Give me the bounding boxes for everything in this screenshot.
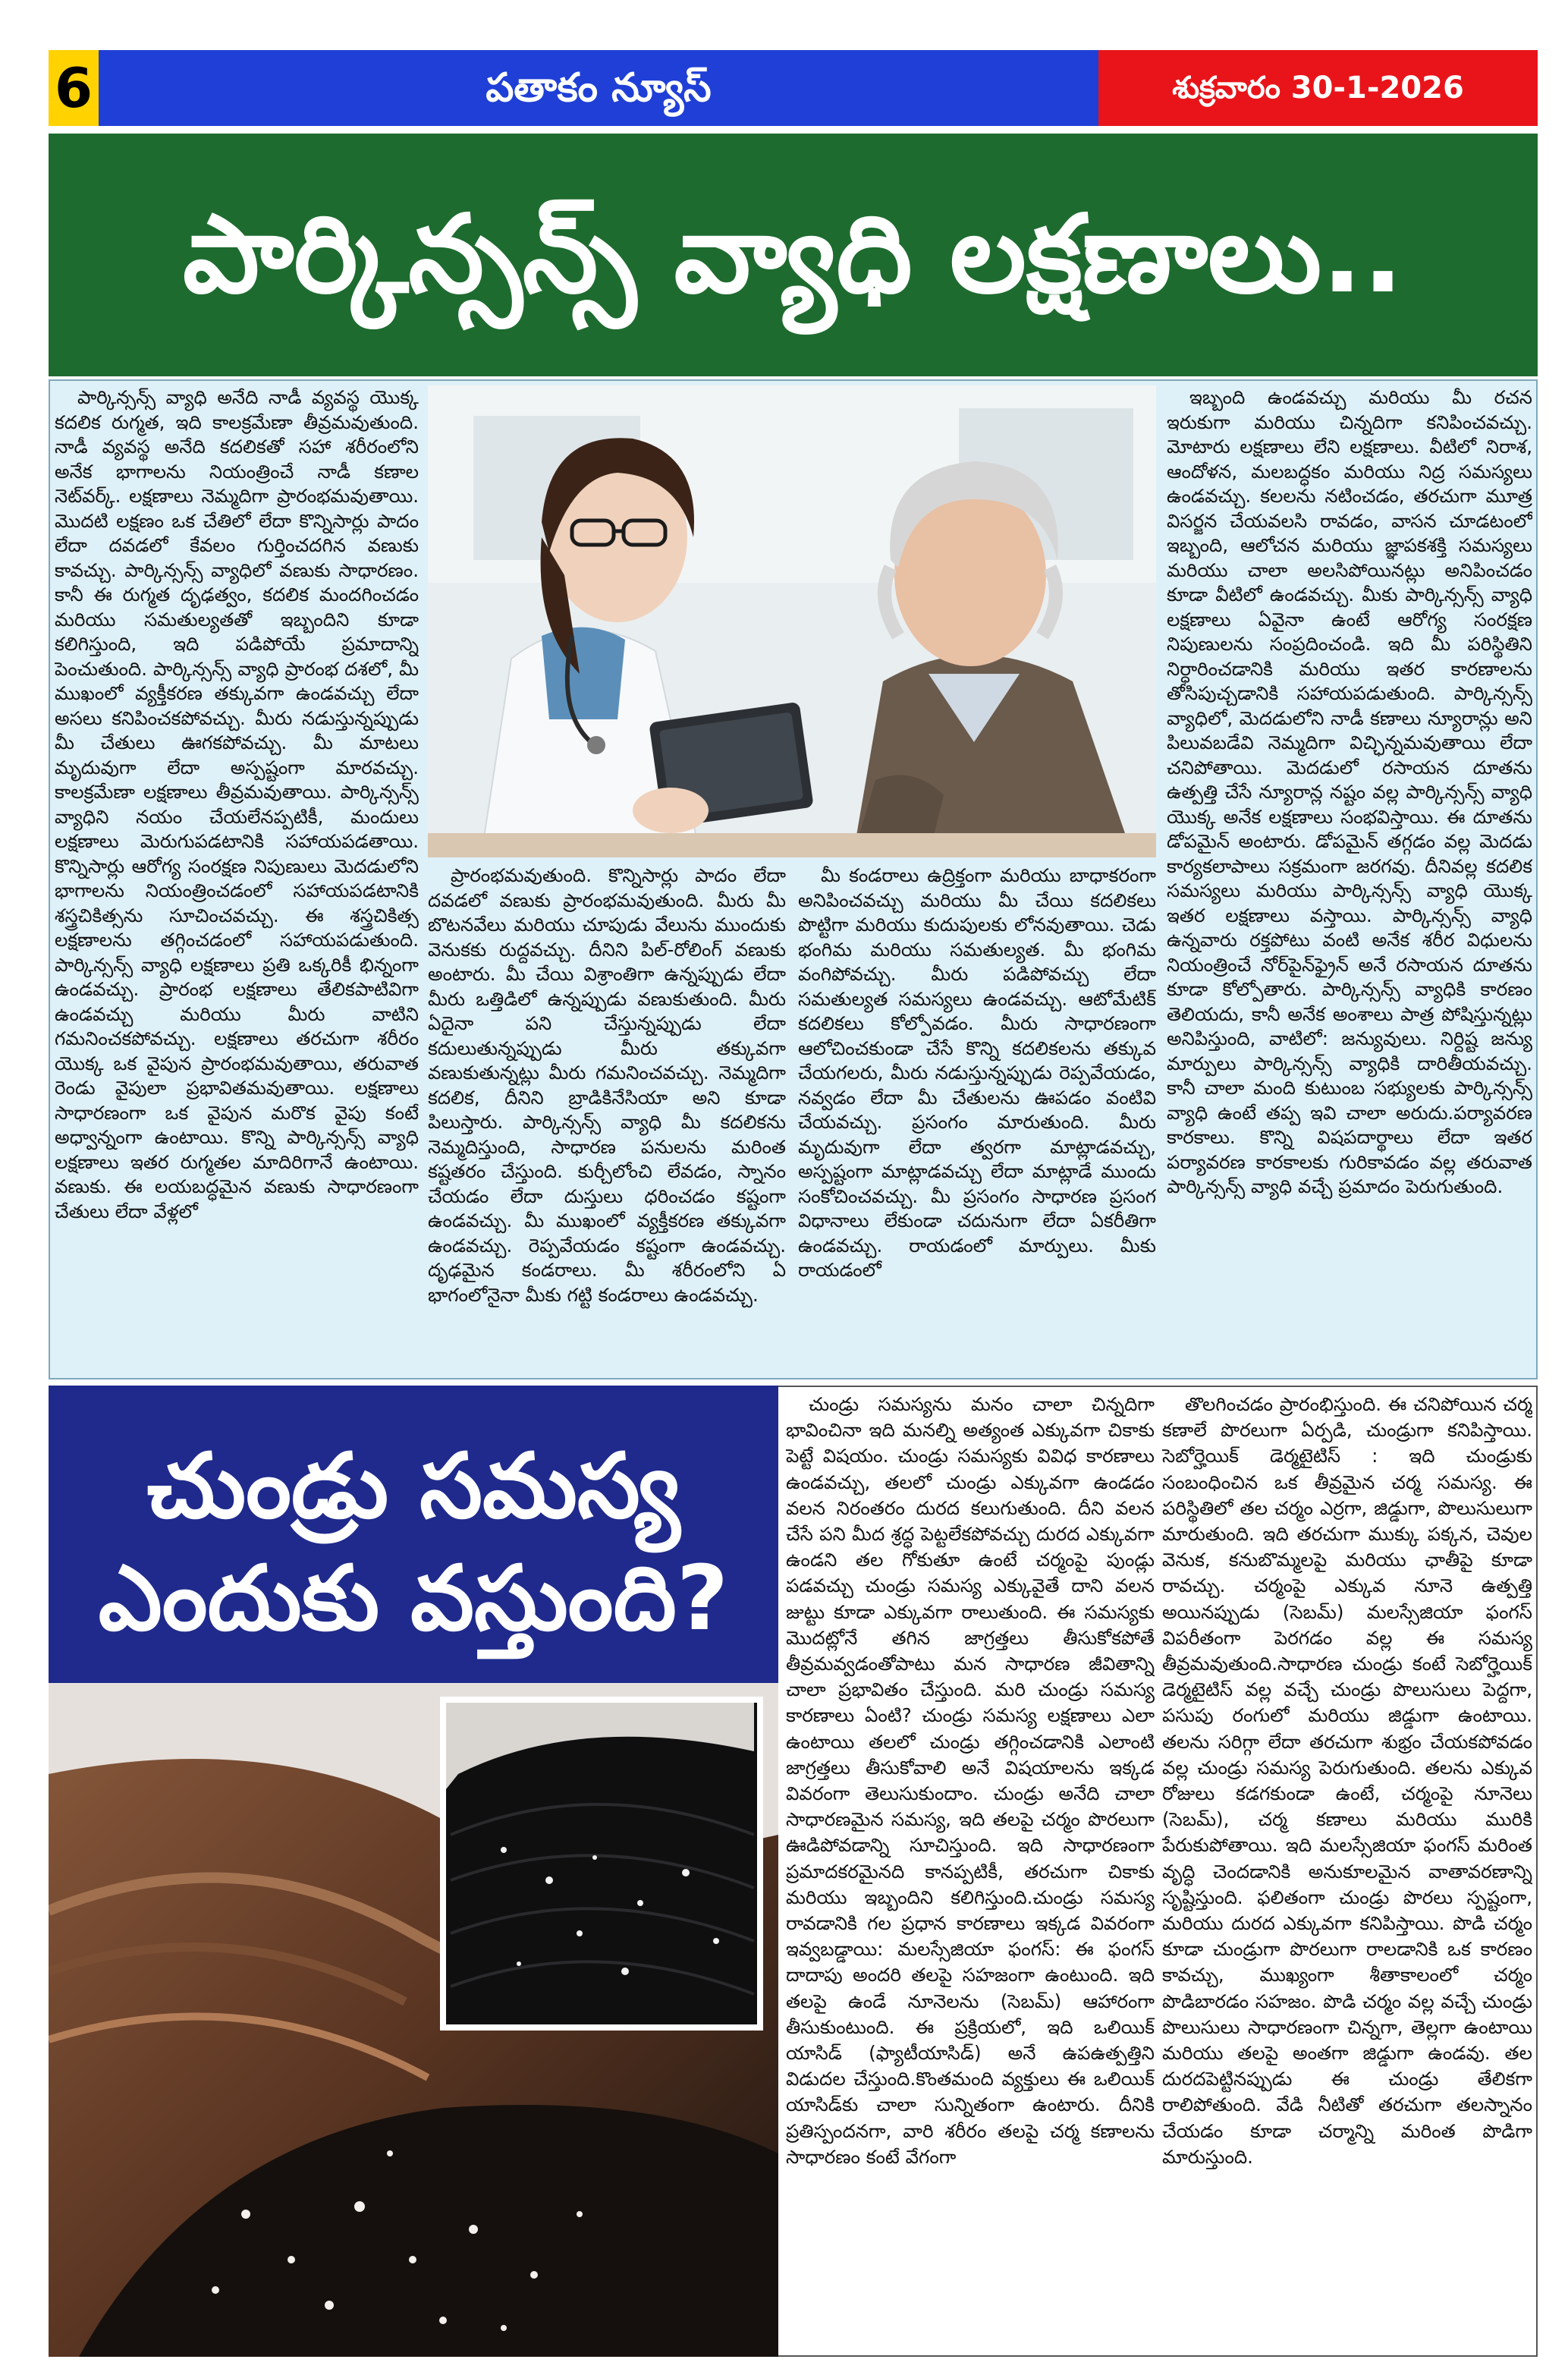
parkinsons-column-4 <box>1167 385 1532 1373</box>
parkinsons-col1-text: పార్కిన్సన్స్ వ్యాధి అనేది నాడీ వ్యవస్థ యొక్క కదలిక రుగ్మత, ఇది కాలక్రమేణా తీవ్రమవుతుంది. నాడీ వ్యవస్థ అనేది కదలికతో సహా శరీరంలోని అనేక భాగాలను నియంత్రించే నాడీ కణాల నెట్‌వర్క్. లక్షణాలు నెమ్మదిగా ప్రారంభమవుతాయి. మొదటి లక్షణం ఒక చేతిలో లేదా కొన్నిసార్లు పాదం లేదా దవడలో కేవలం గుర్తించదగిన వణుకు కావచ్చు. పార్కిన్సన్స్ వ్యాధిలో వణుకు సాధారణం. కానీ ఈ రుగ్మత దృఢత్వం, కదలిక మందగించడం మరియు సమతుల్యతతో ఇబ్బందిని కూడా కలిగిస్తుంది, ఇది పడిపోయే ప్రమాదాన్ని పెంచుతుంది. పార్కిన్సన్స్ వ్యాధి ప్రారంభ దశలో, మీ ముఖంలో వ్యక్తీకరణ తక్కువగా ఉండవచ్చు లేదా అసలు కనిపించకపోవచ్చు. మీరు నడుస్తున్నప్పుడు మీ చేతులు ఊగకపోవచ్చు. మీ మాటలు మృదువుగా లేదా అస్పష్టంగా మారవచ్చు. కాలక్రమేణా లక్షణాలు తీవ్రమవుతాయి. పార్కిన్సన్స్ వ్యాధిని నయం చేయలేనప్పటికీ, మందులు లక్షణాలు మెరుగుపడటానికి సహాయపడతాయి. కొన్నిసార్లు ఆరోగ్య సంరక్షణ నిపుణులు మెదడులోని భాగాలను నియంత్రించడంలో సహాయపడటానికి శస్త్రచికిత్సను సూచించవచ్చు. ఈ శస్త్రచికిత్స లక్షణాలను తగ్గించడంలో సహాయపడుతుంది. పార్కిన్సన్స్ వ్యాధి లక్షణాలు ప్రతి ఒక్కరికీ భిన్నంగా ఉండవచ్చు. ప్రారంభ లక్షణాలు తేలికపాటివిగా ఉండవచ్చు మరియు మీరు వాటిని గమనించకపోవచ్చు. లక్షణాలు తరచుగా శరీరం యొక్క ఒక వైపున ప్రారంభమవుతాయి, తరువాత రెండు వైపులా ప్రభావితమవుతాయి. లక్షణాలు సాధారణంగా ఒక వైపున మరొక వైపు కంటే అధ్వాన్నంగా ఉంటాయి. కొన్ని పార్కిన్సన్స్ వ్యాధి లక్షణాలు ఇతర రుగ్మతల మాదిరిగానే ఉంటాయి. వణుకు. ఈ లయబద్ధమైన వణుకు సాధారణంగా చేతులు లేదా వేళ్లలో <box>55 386 419 1222</box>
page-number: 6 <box>49 50 99 126</box>
parkinsons-column-1 <box>55 385 419 1373</box>
parkinsons-column-2 <box>428 863 786 1373</box>
issue-date: శుక్రవారం 30-1-2026 <box>1098 50 1538 126</box>
dandruff-col2-text: తొలగించడం ప్రారంభిస్తుంది. ఈ చనిపోయిన చర్మ కణాలే పొరలుగా ఏర్పడి, చుండ్రుగా కనిపిస్తాయి. సెబోర్హెయిక్ డెర్మటైటిస్ : ఇది చుండ్రుకు సంబంధించిన ఒక తీవ్రమైన చర్మ సమస్య. ఈ పరిస్థితిలో తల చర్మం ఎర్రగా, జిడ్డుగా, పొలుసులుగా మారుతుంది. ఇది తరచుగా ముక్కు పక్కన, చెవుల వెనుక, కనుబొమ్మలపై మరియు ఛాతీపై కూడా రావచ్చు. చర్మంపై ఎక్కువ నూనె ఉత్పత్తి అయినప్పుడు (సెబమ్) మలస్సేజియా ఫంగస్ విపరీతంగా పెరగడం వల్ల ఈ సమస్య తీవ్రమవుతుంది.సాధారణ చుండ్రు కంటే సెబోర్హెయిక్ డెర్మటైటిస్ వల్ల వచ్చే చుండ్రు పొలుసులు పెద్దగా, పసుపు రంగులో మరియు జిడ్డుగా ఉంటాయి. తలను సరిగ్గా లేదా తరచుగా శుభ్రం చేయకపోవడం వల్ల చుండ్రు సమస్య పెరుగుతుంది. తలను ఎక్కువ రోజులు కడగకుండా ఉంటే, చర్మంపై నూనెలు (సెబమ్), చర్మ కణాలు మరియు మురికి పేరుకుపోతాయి. ఇది మలస్సేజియా ఫంగస్ మరింత వృద్ధి చెందడానికి అనుకూలమైన వాతావరణాన్ని సృష్టిస్తుంది. ఫలితంగా చుండ్రు పొరలు స్పష్టంగా, మరియు దురద ఎక్కువగా కనిపిస్తాయి. పొడి చర్మం కూడా చుండ్రుగా పొరలుగా రాలడానికి ఒక కారణం కావచ్చు, ముఖ్యంగా శీతాకాలంలో చర్మం పొడిబారడం సహజం. పొడి చర్మం వల్ల వచ్చే చుండ్రు పొలుసులు సాధారణంగా చిన్నగా, తెల్లగా ఉంటాయి మరియు తలపై అంతగా జిడ్డుగా ఉండవు. తల దురదపెట్టినప్పుడు ఈ చుండ్రు తేలికగా రాలిపోతుంది. వేడి నీటితో తరచుగా తలస్నానం చేయడం కూడా చర్మాన్ని మరింత పొడిగా మారుస్తుంది. <box>1162 1393 1532 2168</box>
dandruff-hair-photo <box>49 1683 778 2357</box>
parkinsons-col3-text: మీ కండరాలు ఉద్రిక్తంగా మరియు బాధాకరంగా అనిపించవచ్చు మరియు మీ చేయి కదలికలు పొట్టిగా మరియు కుదుపులకు లోనవుతాయి. చెడు భంగిమ మరియు సమతుల్యత. మీ భంగిమ వంగిపోవచ్చు. మీరు పడిపోవచ్చు లేదా సమతుల్యత సమస్యలు ఉండవచ్చు. ఆటోమేటిక్ కదలికలు కోల్పోవడం. మీరు సాధారణంగా ఆలోచించకుండా చేసే కొన్ని కదలికలను తక్కువ చేయగలరు, మీరు నడుస్తున్నప్పుడు రెప్పవేయడం, నవ్వడం లేదా మీ చేతులను ఊపడం వంటివి చేయవచ్చు. ప్రసంగం మారుతుంది. మీరు మృదువుగా లేదా త్వరగా మాట్లాడవచ్చు, అస్పష్టంగా మాట్లాడవచ్చు లేదా మాట్లాడే ముందు సంకోచించవచ్చు. మీ ప్రసంగం సాధారణ ప్రసంగ విధానాలు లేకుండా చదునుగా లేదా ఏకరీతిగా ఉండవచ్చు. రాయడంలో మార్పులు. మీకు రాయడంలో <box>798 864 1156 1281</box>
dandruff-column-1 <box>786 1392 1155 2351</box>
dandruff-column-2 <box>1162 1392 1532 2351</box>
doctor-patient-photo-illustration <box>428 385 1156 857</box>
dandruff-headline-line-1: చుండ్రు సమస్య <box>146 1433 680 1538</box>
dandruff-headline-line-2: ఎందుకు వస్తుంది? <box>98 1546 729 1650</box>
masthead-title: పతాకం న్యూస్ <box>99 50 1098 126</box>
dandruff-headline <box>49 1386 778 1683</box>
parkinsons-column-3 <box>798 863 1156 1373</box>
dandruff-photo-illustration <box>49 1683 778 2357</box>
parkinsons-col4-text: ఇబ్బంది ఉండవచ్చు మరియు మీ రచన ఇరుకుగా మరియు చిన్నదిగా కనిపించవచ్చు. మోటారు లక్షణాలు లేని లక్షణాలు. వీటిలో నిరాశ, ఆందోళన, మలబద్ధకం మరియు నిద్ర సమస్యలు ఉండవచ్చు. కలలను నటించడం, తరచుగా మూత్ర విసర్జన చేయవలసి రావడం, వాసన చూడటంలో ఇబ్బంది, ఆలోచన మరియు జ్ఞాపకశక్తి సమస్యలు మరియు చాలా అలసిపోయినట్లు అనిపించడం కూడా వీటిలో ఉండవచ్చు. మీకు పార్కిన్సన్స్ వ్యాధి లక్షణాలు ఏవైనా ఉంటే ఆరోగ్య సంరక్షణ నిపుణులను సంప్రదించండి. ఇది మీ పరిస్థితిని నిర్ధారించడానికి మరియు ఇతర కారణాలను తోసిపుచ్చడానికి సహాయపడుతుంది. పార్కిన్సన్స్ వ్యాధిలో, మెదడులోని నాడీ కణాలు న్యూరాన్లు అని పిలువబడేవి నెమ్మదిగా విచ్ఛిన్నమవుతాయి లేదా చనిపోతాయి. మెదడులో రసాయన దూతను ఉత్పత్తి చేసే న్యూరాన్ల నష్టం వల్ల పార్కిన్సన్స్ వ్యాధి యొక్క అనేక లక్షణాలు సంభవిస్తాయి. ఈ దూతను డోపమైన్ అంటారు. డోపమైన్ తగ్గడం వల్ల మెదడు కార్యకలాపాలు సక్రమంగా జరగవు. దీనివల్ల కదలిక సమస్యలు మరియు పార్కిన్సన్స్ వ్యాధి యొక్క ఇతర లక్షణాలు వస్తాయి. పార్కిన్సన్స్ వ్యాధి ఉన్నవారు రక్తపోటు వంటి అనేక శరీర విధులను నియంత్రించే నోర్‌పైన్‌ఫ్రైన్ అనే రసాయన దూతను కూడా కోల్పోతారు. పార్కిన్సన్స్ వ్యాధికి కారణం తెలియదు, కానీ అనేక అంశాలు పాత్ర పోషిస్తున్నట్లు అనిపిస్తుంది, వాటిలో: జన్యువులు. నిర్దిష్ట జన్యు మార్పులు పార్కిన్సన్స్ వ్యాధికి దారితీయవచ్చు. కానీ చాలా మంది కుటుంబ సభ్యులకు పార్కిన్సన్స్ వ్యాధి ఉంటే తప్ప ఇవి చాలా అరుదు.పర్యావరణ కారకాలు. కొన్ని విషపదార్థాలు లేదా ఇతర పర్యావరణ కారకాలకు గురికావడం వల్ల తరువాత పార్కిన్సన్స్ వ్యాధి వచ్చే ప్రమాదం పెరుగుతుంది. <box>1167 386 1532 1197</box>
doctor-patient-tablet-photo <box>428 385 1156 857</box>
dandruff-col1-text: చుండ్రు సమస్యను మనం చాలా చిన్నదిగా భావించినా ఇది మనల్ని అత్యంత ఎక్కువగా చికాకు పెట్టే విషయం. చుండ్రు సమస్యకు వివిధ కారణాలు ఉండవచ్చు, తలలో చుండ్రు ఎక్కువగా ఉండడం వలన నిరంతరం దురద కలుగుతుంది. దీని వలన చేసే పని మీద శ్రద్ధ పెట్టలేకపోవచ్చు దురద ఎక్కువగా ఉండని తల గోకుతూ ఉంటే చర్మంపై పుండ్లు పడవచ్చు చుండ్రు సమస్య ఎక్కువైతే దాని వలన జుట్టు కూడా ఎక్కువగా రాలుతుంది. ఈ సమస్యకు మొదట్లోనే తగిన జాగ్రత్తలు తీసుకోకపోతే తీవ్రమవ్వడంతోపాటు మన సాధారణ జీవితాన్ని చాలా ప్రభావితం చేస్తుంది. మరి చుండ్రు సమస్య కారణాలు ఏంటి? చుండ్రు సమస్య లక్షణాలు ఎలా ఉంటాయి తలలో చుండ్రు తగ్గించడానికి ఎలాంటి జాగ్రత్తలు తీసుకోవాలి అనే విషయాలను ఇక్కడ వివరంగా తెలుసుకుందాం. చుండ్రు అనేది చాలా సాధారణమైన సమస్య, ఇది తలపై చర్మం పొరలుగా ఊడిపోవడాన్ని సూచిస్తుంది. ఇది సాధారణంగా ప్రమాదకరమైనది కానప్పటికీ, తరచుగా చికాకు మరియు ఇబ్బందిని కలిగిస్తుంది.చుండ్రు సమస్య రావడానికి గల ప్రధాన కారణాలు ఇక్కడ వివరంగా ఇవ్వబడ్డాయి: మలస్సేజియా ఫంగస్: ఈ ఫంగస్ దాదాపు అందరి తలపై సహజంగా ఉంటుంది. ఇది తలపై ఉండే నూనెలను (సెబమ్) ఆహారంగా తీసుకుంటుంది. ఈ ప్రక్రియలో, ఇది ఒలియిక్ యాసిడ్ (ఫ్యాటీయాసిడ్) అనే ఉపఉత్పత్తిని విడుదల చేస్తుంది.కొంతమంది వ్యక్తులు ఈ ఒలియిక్ యాసిడ్‌కు చాలా సున్నితంగా ఉంటారు. దీనికి ప్రతిస్పందనగా, వారి శరీరం తలపై చర్మ కణాలను సాధారణం కంటే వేగంగా <box>786 1393 1155 2168</box>
parkinsons-col2-text: ప్రారంభమవుతుంది. కొన్నిసార్లు పాదం లేదా దవడలో వణుకు ప్రారంభమవుతుంది. మీరు మీ బొటనవేలు మరియు చూపుడు వేలును ముందుకు వెనుకకు రుద్దవచ్చు. దీనిని పిల్-రోలింగ్ వణుకు అంటారు. మీ చేయి విశ్రాంతిగా ఉన్నప్పుడు లేదా మీరు ఒత్తిడిలో ఉన్నప్పుడు వణుకుతుంది. మీరు ఏదైనా పని చేస్తున్నప్పుడు లేదా కదులుతున్నప్పుడు మీరు తక్కువగా వణుకుతున్నట్లు మీరు గమనించవచ్చు. నెమ్మదిగా కదలిక, దీనిని బ్రాడికినేసియా అని కూడా పిలుస్తారు. పార్కిన్సన్స్ వ్యాధి మీ కదలికను నెమ్మదిస్తుంది, సాధారణ పనులను మరింత కష్టతరం చేస్తుంది. కుర్చీలోంచి లేవడం, స్నానం చేయడం లేదా దుస్తులు ధరించడం కష్టంగా ఉండవచ్చు. మీ ముఖంలో వ్యక్తీకరణ తక్కువగా ఉండవచ్చు. రెప్పవేయడం కష్టంగా ఉండవచ్చు. దృఢమైన కండరాలు. మీ శరీరంలోని ఏ భాగంలోనైనా మీకు గట్టి కండరాలు ఉండవచ్చు. <box>428 864 786 1306</box>
parkinsons-headline: పార్కిన్సన్స్ వ్యాధి లక్షణాలు.. <box>49 134 1538 376</box>
